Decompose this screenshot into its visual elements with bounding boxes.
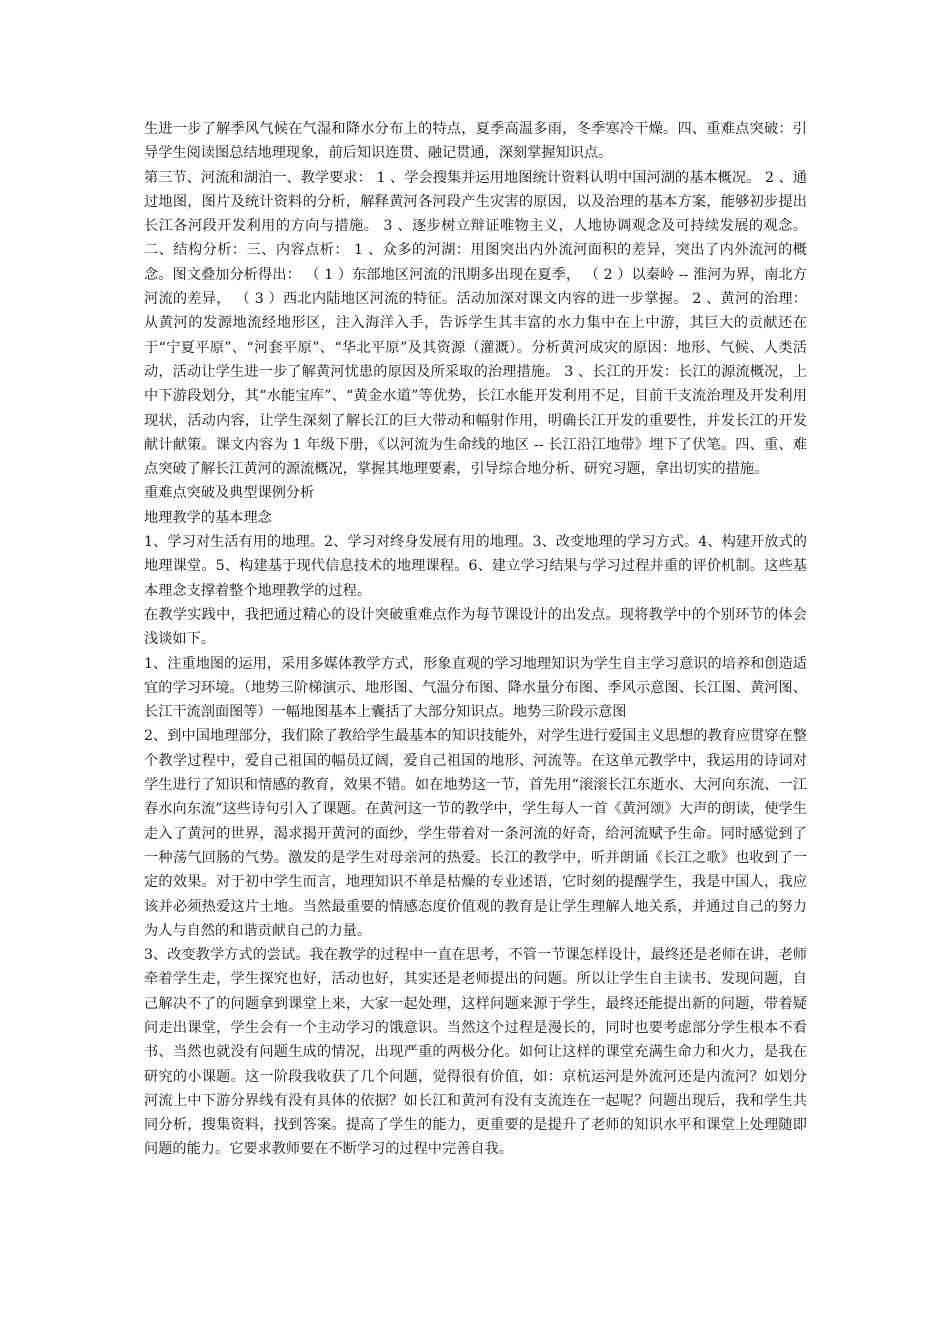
heading-key-difficulties: 重难点突破及典型课例分析 <box>144 485 315 502</box>
paragraph-patriotic-education: 2、到中国地理部分，我们除了教给学生最基本的知识技能外，对学生进行爱国主义思想的教育应贯穿在整个教学过程中，爱自己祖国的幅员辽阔，爱自己祖国的地形、河流等。在这单元教学中，我运用的诗词对学生进行了知识和情感的教育，效果不错。如在地势这一节，首先用“滚滚长江东逝水、大河向东流、一江春水向东流”这些诗句引入了课题。在黄河这一节的教学中，学生每人一首《黄河颂》大声的朗读，使学生走入了黄河的世界，渴求揭开黄河的面纱，学生带着对一条河流的好奇，给河流赋予生命。同时感觉到了一种荡气回肠的气势。激发的是学生对母亲河的热爱。长江的教学中，听并朗诵《长江之歌》也收到了一定的效果。对于初中学生而言，地理知识不单是枯燥的专业述语，它时刻的提醒学生，我是中国人，我应该并必须热爱这片土地。当然最重要的情感态度价值观的教育是让学生理解人地关系，并通过自己的努力为人与自然的和谐贡献自己的力量。 <box>144 728 807 939</box>
paragraph-map-usage: 1、注重地图的运用，采用多媒体教学方式，形象直观的学习地理知识为学生自主学习意识的培养和创造适宜的学习环境。（地势三阶梯演示、地形图、气温分布图、降水量分布图、季风示意图、长江图、黄河图、长江干流剖面图等）一幅地图基本上囊括了大部分知识点。地势三阶段示意图 <box>144 655 807 721</box>
paragraph-basic-concepts-list: 1、学习对生活有用的地理。2、学习对终身发展有用的地理。3、改变地理的学习方式。4、构建开放式的地理课堂。5、构建基于现代信息技术的地理课程。6、建立学习结果与学习过程并重的评价机制。这些基本理念支撑着整个地理教学的过程。 <box>144 534 807 599</box>
paragraph-teaching-method-change: 3、改变教学方式的尝试。我在教学的过程中一直在思考，不管一节课怎样设计，最终还是老师在讲，老师牵着学生走，学生探究也好，活动也好，其实还是老师提出的问题。所以让学生自主读书、发现问题，自己解决不了的问题拿到课堂上来，大家一起处理，这样问题来源于学生，最终还能提出新的问题，带着疑问走出课堂，学生会有一个主动学习的饿意识。当然这个过程是漫长的，同时也要考虑部分学生根本不看书、当然也就没有问题生成的情况，出现严重的两极分化。如何让这样的课堂充满生命力和火力，是我在研究的小课题。这一阶段我收获了几个问题，觉得很有价值，如：京杭运河是外流河还是内流河？如划分河流上中下游分界线有没有具体的依据？如长江和黄河有没有支流连在一起呢？问题出现后，我和学生共同分析，搜集资料，找到答案。提高了学生的能力，更重要的是提升了老师的知识水平和课堂上处理随即问题的能力。它要求教师要在不断学习的过程中完善自我。 <box>144 947 807 1158</box>
heading-basic-concepts: 地理教学的基本理念 <box>144 509 272 526</box>
paragraph-rivers-lakes-section: 第三节、河流和湖泊一、教学要求： 1 、学会搜集并运用地图统计资料认明中国河湖的基本概况。 2 、通过地图，图片及统计资料的分析，解释黄河各河段产生灾害的原因，以及治理的基本方案，能够初步提出长江各河段开发利用的方向与措施。 3 、逐步树立辩证唯物主义，人地协调观念及可持续发展的观念。二、结构分析：三、内容点析： 1 、众多的河湖：用图突出内外流河面积的差异，突出了内外流河的概念。图文叠加分析得出： （ 1 ）东部地区河流的汛期多出现在夏季， （ 2 ）以秦岭 -- 淮河为界，南北方河流的差异， （ 3 ）西北内陆地区河流的特征。活动加深对课文内容的进一步掌握。 2 、黄河的治理：从黄河的发源地流经地形区，注入海洋入手，告诉学生其丰富的水力集中在上中游，其巨大的贡献还在于“宁夏平原”、“河套平原”、“华北平原”及其资源（灌溉）。分析黄河成灾的原因：地形、气候、人类活动，活动让学生进一步了解黄河忧患的原因及所采取的治理措施。 3 、长江的开发：长江的源流概况，上中下游段划分，其“水能宝库”、“黄金水道”等优势，长江水能开发利用不足，目前干支流治理及开发利用现状，活动内容，让学生深刻了解长江的巨大带动和幅射作用，明确长江开发的重要性，并发长江的开发献计献策。课文内容为 1 年级下册，《以河流为生命线的地区 -- 长江沿江地带》埋下了伏笔。四、重、难点突破了解长江黄河的源流概况，掌握其地理要素，引导综合地分析、研究习题，拿出切实的措施。 <box>144 169 807 478</box>
paragraph-monsoon-summary: 生进一步了解季风气候在气湿和降水分布上的特点，夏季高温多雨，冬季寒冷干燥。四、重难点突破：引导学生阅读图总结地理现象，前后知识连贯、融记贯通，深刻掌握知识点。 <box>144 121 807 162</box>
document-page <box>144 117 807 1162</box>
paragraph-teaching-practice: 在教学实践中，我把通过精心的设计突破重难点作为每节课设计的出发点。现将教学中的个别环节的体会浅谈如下。 <box>144 606 807 648</box>
